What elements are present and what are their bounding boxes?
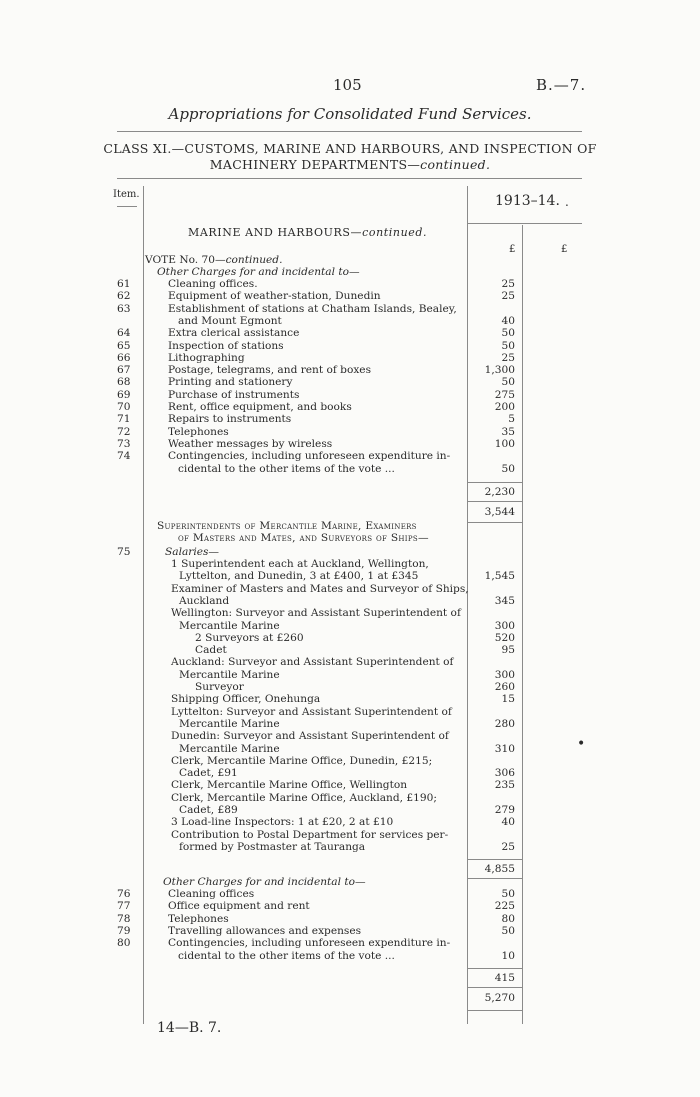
item-number: 69 bbox=[117, 388, 131, 401]
subtotal-3-amount: 415 bbox=[494, 972, 515, 984]
class-heading-line1: CLASS XI.—CUSTOMS, MARINE AND HARBOURS, AND INSPECTION OF bbox=[103, 141, 597, 156]
item-description: Lyttelton: Surveyor and Assistant Superintendent of bbox=[171, 705, 452, 718]
item-description: cidental to the other items of the vote ... bbox=[178, 949, 395, 962]
item-number: 67 bbox=[117, 364, 131, 377]
item-amount: 50 bbox=[501, 339, 515, 352]
item-amount: 35 bbox=[501, 425, 515, 438]
total-2-amount: 5,270 bbox=[484, 992, 515, 1004]
item-description: Cleaning offices bbox=[168, 888, 255, 900]
total-2-rule-top bbox=[467, 987, 522, 988]
item-description: Weather messages by wireless bbox=[168, 437, 333, 450]
item-description: Contribution to Postal Department for services per- bbox=[171, 828, 449, 841]
total-1-rule-bottom bbox=[467, 522, 522, 523]
item-75-number: 75 bbox=[117, 546, 131, 558]
item-description: Surveyor bbox=[195, 681, 244, 693]
subtotal-2-amount: 4,855 bbox=[484, 863, 515, 875]
item-description: Equipment of weather-station, Dunedin bbox=[168, 290, 381, 303]
item-amount: 275 bbox=[494, 388, 515, 401]
item-amount: 306 bbox=[494, 767, 515, 780]
item-amount: 10 bbox=[501, 949, 515, 962]
subtotal-2-rule bbox=[467, 859, 522, 860]
item-number: 79 bbox=[117, 924, 131, 937]
item-description: Extra clerical assistance bbox=[168, 327, 300, 340]
other-charges-heading-2: Other Charges for and incidental to— bbox=[163, 876, 366, 888]
item-description: Office equipment and rent bbox=[168, 900, 310, 913]
item-number: 63 bbox=[117, 302, 131, 315]
item-description: Repairs to instruments bbox=[168, 413, 292, 426]
item-amount: 235 bbox=[494, 779, 515, 792]
item-amount: 345 bbox=[494, 594, 515, 607]
item-description: Printing and stationery bbox=[168, 376, 293, 389]
item-description: cidental to the other items of the vote ... bbox=[178, 462, 395, 475]
item-description: Rent, office equipment, and books bbox=[168, 401, 352, 413]
item-amount: 200 bbox=[494, 401, 515, 413]
item-amount: 80 bbox=[501, 912, 515, 925]
item-number: 78 bbox=[117, 912, 131, 925]
subtotal-3-rule bbox=[467, 968, 522, 969]
superintendents-heading-line2: of Masters and Mates, and Surveyors of Ships— bbox=[178, 532, 429, 544]
item-number: 73 bbox=[117, 437, 131, 450]
item-number: 71 bbox=[117, 413, 131, 426]
header-dot: . bbox=[565, 195, 569, 209]
item-description: formed by Postmaster at Tauranga bbox=[179, 840, 366, 853]
item-description: Mercantile Marine bbox=[179, 742, 280, 755]
item-amount: 25 bbox=[501, 290, 515, 303]
item-amount: 1,300 bbox=[484, 364, 515, 377]
footer-signature: 14—B. 7. bbox=[157, 1020, 222, 1036]
superintendents-heading-line1: Superintendents of Mercantile Marine, Examiners bbox=[157, 520, 417, 532]
item-number: 64 bbox=[117, 327, 131, 340]
total-1-amount: 3,544 bbox=[484, 506, 515, 518]
item-description: Postage, telegrams, and rent of boxes bbox=[168, 364, 372, 377]
table-left-border bbox=[143, 186, 144, 1024]
salaries-heading: Salaries— bbox=[165, 546, 220, 558]
item-description: Inspection of stations bbox=[168, 339, 284, 352]
item-amount: 1,545 bbox=[484, 570, 515, 583]
item-header-rule bbox=[117, 206, 137, 207]
item-amount: 520 bbox=[494, 631, 515, 644]
item-description: Clerk, Mercantile Marine Office, Auckland, £190; bbox=[171, 791, 437, 804]
item-amount: 100 bbox=[494, 437, 515, 450]
pound-sign-column-2: £ bbox=[561, 244, 568, 255]
item-description: Auckland: Surveyor and Assistant Superintendent of bbox=[171, 656, 454, 669]
year-header-rule bbox=[467, 223, 582, 224]
total-1-rule-top bbox=[467, 501, 522, 502]
other-charges-heading-1: Other Charges for and incidental to— bbox=[157, 266, 360, 278]
item-description: Examiner of Masters and Mates and Surveyor of Ships, bbox=[171, 582, 469, 595]
item-description: Shipping Officer, Onehunga bbox=[171, 693, 321, 706]
item-amount: 300 bbox=[494, 619, 515, 632]
item-description: Mercantile Marine bbox=[179, 717, 280, 730]
item-description: Telephones bbox=[168, 425, 229, 438]
item-description: 2 Surveyors at £260 bbox=[195, 631, 304, 644]
item-description: Establishment of stations at Chatham Islands, Bealey, bbox=[168, 302, 457, 315]
page-title: Appropriations for Consolidated Fund Services. bbox=[168, 105, 532, 123]
item-description: Contingencies, including unforeseen expenditure in- bbox=[168, 937, 451, 950]
item-description: 3 Load-line Inspectors: 1 at £20, 2 at £10 bbox=[171, 816, 394, 829]
item-description: Cleaning offices. bbox=[168, 278, 258, 290]
vote-line: VOTE No. 70—continued. bbox=[145, 254, 283, 266]
subtotal-1-rule bbox=[467, 482, 522, 483]
subtotal-2-rule-bottom bbox=[467, 878, 522, 879]
subtotal-1-amount: 2,230 bbox=[484, 486, 515, 498]
item-column-header: Item. bbox=[113, 189, 140, 200]
item-amount: 50 bbox=[501, 327, 515, 340]
item-description: Clerk, Mercantile Marine Office, Dunedin, £215; bbox=[171, 754, 433, 767]
stray-mark: • bbox=[577, 736, 586, 752]
table-top-rule bbox=[117, 178, 582, 179]
item-description: Cadet bbox=[195, 644, 227, 657]
item-number: 65 bbox=[117, 339, 131, 352]
item-amount: 40 bbox=[501, 816, 515, 829]
item-description: 1 Superintendent each at Auckland, Wellington, bbox=[171, 558, 429, 570]
item-amount: 5 bbox=[508, 413, 515, 426]
item-description: Lyttelton, and Dunedin, 3 at £400, 1 at £345 bbox=[179, 570, 419, 583]
item-number: 68 bbox=[117, 376, 131, 389]
item-amount: 50 bbox=[501, 462, 515, 475]
item-amount: 280 bbox=[494, 717, 515, 730]
item-description: Purchase of instruments bbox=[168, 388, 300, 401]
item-number: 62 bbox=[117, 290, 131, 303]
item-amount: 95 bbox=[501, 644, 515, 657]
item-number: 61 bbox=[117, 278, 131, 290]
item-description: Mercantile Marine bbox=[179, 619, 280, 632]
item-amount: 50 bbox=[501, 924, 515, 937]
item-amount: 260 bbox=[494, 681, 515, 693]
item-amount: 50 bbox=[501, 888, 515, 900]
item-number: 72 bbox=[117, 425, 131, 438]
item-description: Dunedin: Surveyor and Assistant Superintendent of bbox=[171, 730, 449, 743]
title-rule bbox=[117, 131, 582, 132]
class-heading-line2: MACHINERY DEPARTMENTS—continued. bbox=[209, 157, 491, 172]
item-number: 70 bbox=[117, 401, 131, 413]
item-description: and Mount Egmont bbox=[178, 314, 282, 327]
item-description: Wellington: Surveyor and Assistant Superintendent of bbox=[171, 607, 461, 620]
item-number: 76 bbox=[117, 888, 131, 900]
item-number: 77 bbox=[117, 900, 131, 913]
item-description: Mercantile Marine bbox=[179, 668, 280, 681]
item-amount: 25 bbox=[501, 351, 515, 364]
item-amount: 25 bbox=[501, 278, 515, 290]
item-description: Telephones bbox=[168, 912, 229, 925]
item-amount: 310 bbox=[494, 742, 515, 755]
item-amount: 15 bbox=[501, 693, 515, 706]
item-amount: 225 bbox=[494, 900, 515, 913]
item-number: 74 bbox=[117, 450, 131, 463]
item-description: Contingencies, including unforeseen expenditure in- bbox=[168, 450, 451, 463]
year-column-header: 1913–14. bbox=[495, 193, 560, 209]
item-description: Lithographing bbox=[168, 351, 245, 364]
item-amount: 50 bbox=[501, 376, 515, 389]
item-amount: 300 bbox=[494, 668, 515, 681]
item-description: Travelling allowances and expenses bbox=[168, 924, 362, 937]
item-description: Auckland bbox=[179, 594, 230, 607]
pound-sign-column-1: £ bbox=[509, 244, 516, 255]
item-description: Cadet, £91 bbox=[179, 767, 238, 780]
section-title: MARINE AND HARBOURS—continued. bbox=[188, 226, 428, 239]
item-description: Cadet, £89 bbox=[179, 804, 238, 816]
item-number: 80 bbox=[117, 937, 131, 950]
table-subcolumn-border bbox=[522, 225, 523, 1024]
item-amount: 279 bbox=[494, 804, 515, 816]
item-amount: 25 bbox=[501, 840, 515, 853]
page-number: 105 bbox=[333, 76, 362, 94]
document-reference: B.—7. bbox=[536, 76, 587, 94]
item-description: Clerk, Mercantile Marine Office, Wellington bbox=[171, 779, 408, 792]
item-amount: 40 bbox=[501, 314, 515, 327]
total-2-rule-bottom bbox=[467, 1010, 522, 1011]
item-number: 66 bbox=[117, 351, 131, 364]
